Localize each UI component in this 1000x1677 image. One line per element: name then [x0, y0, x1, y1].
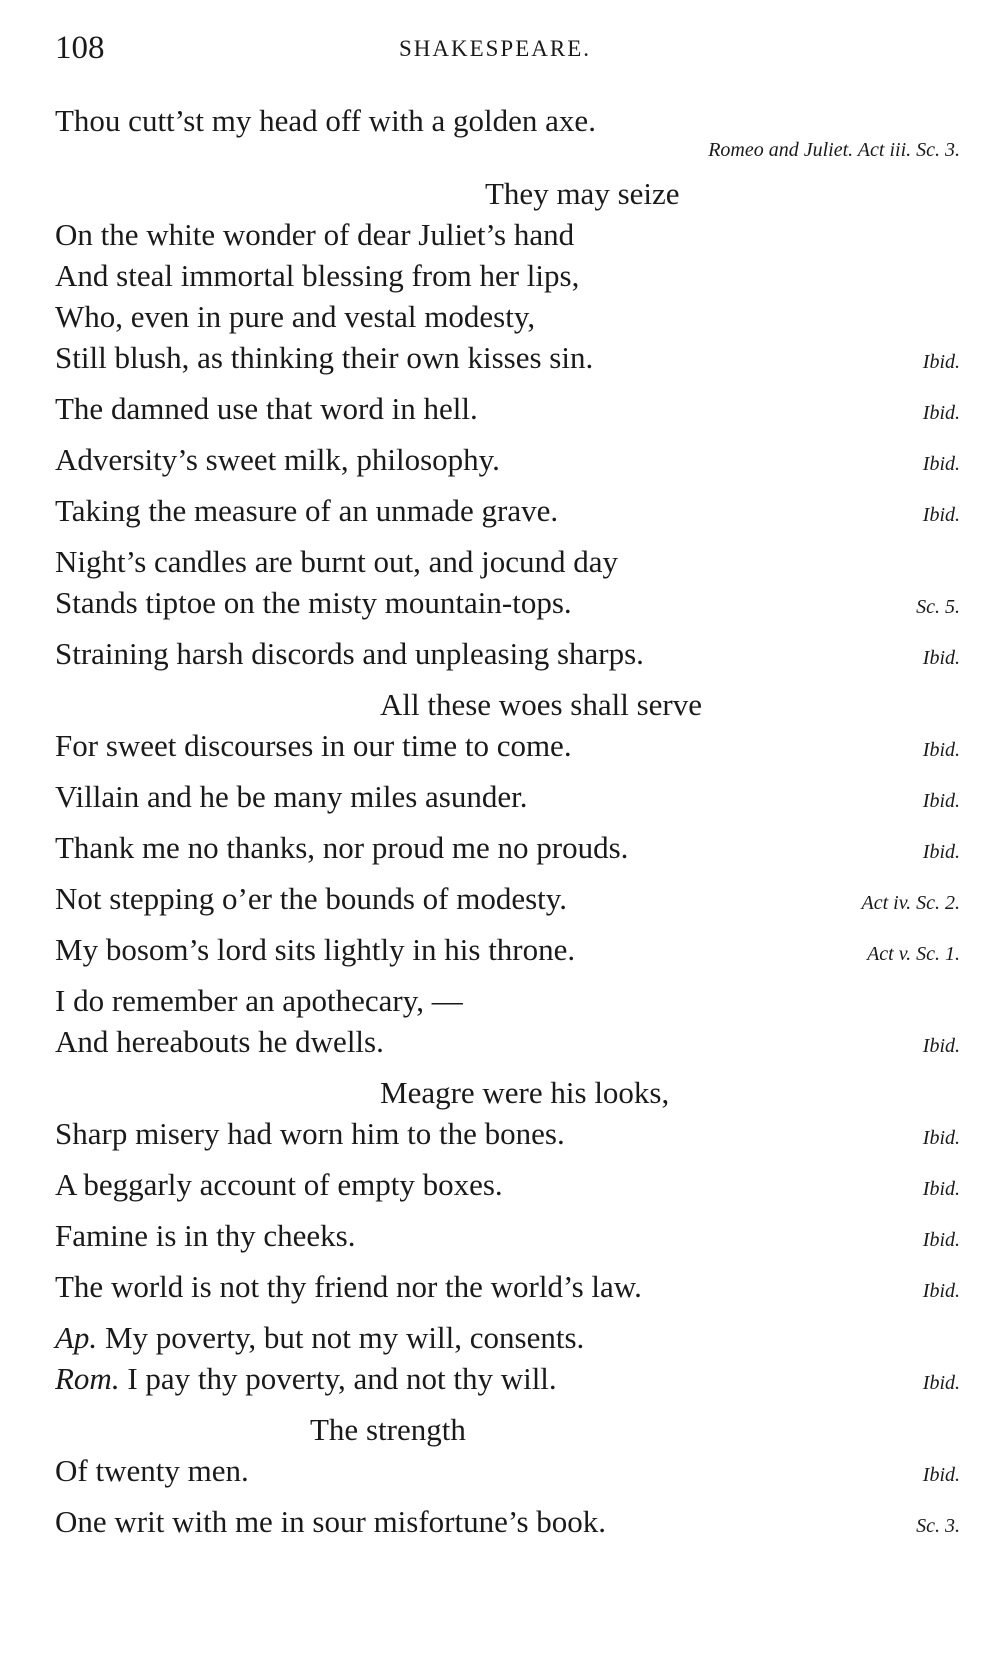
quotation	[55, 1164, 960, 1205]
quote-text: My poverty, but not my will, consents.	[104, 1320, 585, 1355]
citation: Ibid.	[922, 402, 960, 424]
quote-line	[55, 1358, 960, 1399]
quote-line: The strength	[310, 1412, 466, 1447]
citation: Ibid.	[922, 1464, 960, 1486]
quote-line: Who, even in pure and vestal modesty,	[55, 299, 536, 334]
quote-line: Still blush, as thinking their own kisses sin.	[55, 340, 594, 375]
quotation	[55, 490, 960, 531]
quote-line: For sweet discourses in our time to come.	[55, 728, 572, 763]
quotation-list	[55, 100, 960, 1552]
quote-line: All these woes shall serve	[380, 687, 702, 722]
citation: Ibid.	[922, 1372, 960, 1394]
quotation	[55, 633, 960, 674]
quotation	[55, 1072, 960, 1154]
quotation	[55, 776, 960, 817]
running-title: SHAKESPEARE.	[398, 36, 592, 61]
citation: Ibid.	[922, 1178, 960, 1200]
page-header	[55, 28, 935, 78]
quote-text: I pay thy poverty, and not thy will.	[127, 1361, 557, 1396]
citation: Ibid.	[922, 1229, 960, 1251]
quote-line: My bosom’s lord sits lightly in his throne.	[55, 932, 576, 967]
quotation	[55, 541, 960, 623]
quote-line: A beggarly account of empty boxes.	[55, 1167, 503, 1202]
citation: Ibid.	[922, 504, 960, 526]
citation: Sc. 5.	[916, 596, 960, 618]
quote-line: Thou cutt’st my head off with a golden axe.	[55, 103, 596, 138]
quote-line: The world is not thy friend nor the world’s law.	[55, 1269, 642, 1304]
quote-line: I do remember an apothecary, —	[55, 983, 463, 1018]
quotation	[55, 878, 960, 919]
quote-line: Sharp misery had worn him to the bones.	[55, 1116, 565, 1151]
quote-line: They may seize	[485, 176, 680, 211]
speaker-label: Ap.	[55, 1320, 98, 1355]
quotation	[55, 173, 960, 378]
citation: Ibid.	[922, 351, 960, 373]
quote-line: Villain and he be many miles asunder.	[55, 779, 528, 814]
citation: Ibid.	[922, 1127, 960, 1149]
quotation	[55, 1409, 960, 1491]
citation: Sc. 3.	[916, 1515, 960, 1537]
quote-line: The damned use that word in hell.	[55, 391, 478, 426]
quote-line	[55, 1317, 960, 1358]
citation: Ibid.	[922, 453, 960, 475]
quote-line: And hereabouts he dwells.	[55, 1024, 384, 1059]
quotation	[55, 1266, 960, 1307]
quotation	[55, 827, 960, 868]
page-number: 108	[55, 30, 105, 66]
citation: Ibid.	[922, 647, 960, 669]
citation: Romeo and Juliet. Act iii. Sc. 3.	[708, 139, 960, 161]
quotation	[55, 100, 960, 163]
citation: Ibid.	[922, 790, 960, 812]
quote-line: Thank me no thanks, nor proud me no prouds.	[55, 830, 629, 865]
quote-line: Night’s candles are burnt out, and jocund day	[55, 544, 619, 579]
quote-line: Straining harsh discords and unpleasing sharps.	[55, 636, 644, 671]
citation: Act iv. Sc. 2.	[861, 892, 960, 914]
quote-line: On the white wonder of dear Juliet’s hand	[55, 217, 575, 252]
quotation	[55, 980, 960, 1062]
citation: Ibid.	[922, 1280, 960, 1302]
quote-line: Not stepping o’er the bounds of modesty.	[55, 881, 567, 916]
quote-line: Meagre were his looks,	[380, 1075, 670, 1110]
quote-line: Famine is in thy cheeks.	[55, 1218, 356, 1253]
citation: Ibid.	[922, 841, 960, 863]
quotation	[55, 1215, 960, 1256]
quote-line: Stands tiptoe on the misty mountain-tops.	[55, 585, 572, 620]
speaker-label: Rom.	[55, 1361, 120, 1396]
quote-line: And steal immortal blessing from her lips,	[55, 258, 580, 293]
quote-line: Adversity’s sweet milk, philosophy.	[55, 442, 500, 477]
quotation	[55, 388, 960, 429]
quotation	[55, 439, 960, 480]
quote-line: One writ with me in sour misfortune’s book.	[55, 1504, 607, 1539]
quotation	[55, 684, 960, 766]
quote-line: Taking the measure of an unmade grave.	[55, 493, 559, 528]
quotation	[55, 1501, 960, 1542]
citation: Ibid.	[922, 739, 960, 761]
quote-line: Of twenty men.	[55, 1453, 249, 1488]
quotation	[55, 929, 960, 970]
quotation	[55, 1317, 960, 1399]
citation: Act v. Sc. 1.	[867, 943, 960, 965]
citation: Ibid.	[922, 1035, 960, 1057]
